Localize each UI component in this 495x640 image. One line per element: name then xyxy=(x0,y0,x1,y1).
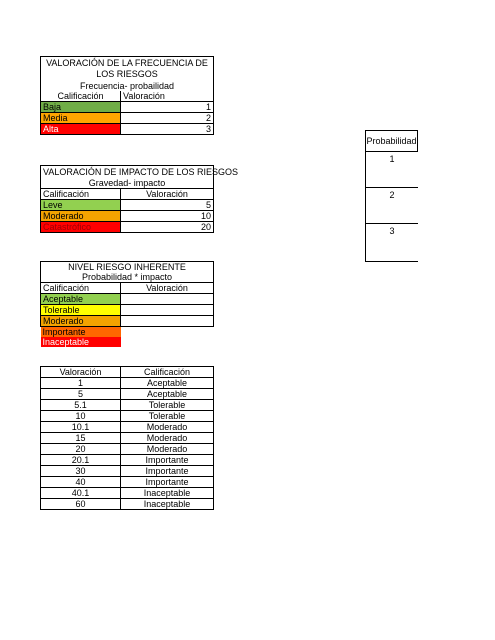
inherent-value-importante xyxy=(121,327,214,338)
scale-value: 40 xyxy=(41,477,121,488)
scale-rating: Inaceptable xyxy=(121,488,214,499)
inherent-value-inaceptable xyxy=(121,337,214,347)
scale-value: 5 xyxy=(41,389,121,400)
scale-rating: Moderado xyxy=(121,433,214,444)
scale-rating: Importante xyxy=(121,477,214,488)
inherent-label-tolerable: Tolerable xyxy=(41,305,121,316)
freq-label-alta: Alta xyxy=(41,124,121,135)
matrix-level-2: 2 xyxy=(366,188,418,224)
impact-label-catastrofico: Catastrófico xyxy=(41,222,121,233)
impact-col-valoracion: Valoración xyxy=(121,189,214,200)
scale-value: 15 xyxy=(41,433,121,444)
impact-value-leve: 5 xyxy=(121,200,214,211)
scale-value: 60 xyxy=(41,499,121,510)
inherent-label-moderado: Moderado xyxy=(41,316,121,327)
inherent-col-calificacion: Calificación xyxy=(41,283,121,294)
scale-table xyxy=(40,366,214,510)
scale-rating: Importante xyxy=(121,455,214,466)
scale-rating: Moderado xyxy=(121,444,214,455)
frequency-col-calificacion: Calificación xyxy=(41,91,121,102)
scale-col-valoracion: Valoración xyxy=(41,367,121,378)
frequency-col-valoracion: Valoración xyxy=(121,91,214,102)
scale-rating: Importante xyxy=(121,466,214,477)
scale-value: 30 xyxy=(41,466,121,477)
scale-value: 5.1 xyxy=(41,400,121,411)
scale-value: 1 xyxy=(41,378,121,389)
scale-rating: Inaceptable xyxy=(121,499,214,510)
inherent-col-valoracion: Valoración xyxy=(121,283,214,294)
scale-rating: Tolerable xyxy=(121,411,214,422)
impact-table xyxy=(40,165,239,233)
inherent-label-inaceptable: Inaceptable xyxy=(41,337,121,347)
impact-label-moderado: Moderado xyxy=(41,211,121,222)
inherent-risk-table xyxy=(40,261,214,347)
scale-value: 10 xyxy=(41,411,121,422)
freq-value-alta: 3 xyxy=(121,124,214,135)
freq-value-media: 2 xyxy=(121,113,214,124)
freq-label-baja: Baja xyxy=(41,102,121,113)
scale-value: 20 xyxy=(41,444,121,455)
scale-rating: Tolerable xyxy=(121,400,214,411)
scale-rating: Aceptable xyxy=(121,389,214,400)
frequency-table xyxy=(40,56,214,135)
impact-subtitle: Gravedad- impacto xyxy=(41,178,214,189)
impact-title: VALORACIÓN DE IMPACTO DE LOS RIESGOS xyxy=(41,166,214,179)
scale-value: 40.1 xyxy=(41,488,121,499)
inherent-label-importante: Importante xyxy=(41,327,121,338)
impact-label-leve: Leve xyxy=(41,200,121,211)
inherent-label-aceptable: Aceptable xyxy=(41,294,121,305)
freq-label-media: Media xyxy=(41,113,121,124)
matrix-level-1: 1 xyxy=(366,152,418,188)
freq-value-baja: 1 xyxy=(121,102,214,113)
scale-rating: Moderado xyxy=(121,422,214,433)
frequency-subtitle: Frecuencia- probailidad xyxy=(41,81,214,91)
impact-col-calificacion: Calificación xyxy=(41,189,121,200)
inherent-value-moderado xyxy=(121,316,214,327)
impact-value-catastrofico: 20 xyxy=(121,222,214,233)
scale-col-calificacion: Calificación xyxy=(121,367,214,378)
impact-value-moderado: 10 xyxy=(121,211,214,222)
scale-value: 10.1 xyxy=(41,422,121,433)
scale-rating: Aceptable xyxy=(121,378,214,389)
inherent-value-tolerable xyxy=(121,305,214,316)
matrix-header-probabilidad: Probabilidad xyxy=(366,130,418,152)
inherent-subtitle: Probabilidad * impacto xyxy=(41,272,214,283)
inherent-value-aceptable xyxy=(121,294,214,305)
scale-value: 20.1 xyxy=(41,455,121,466)
frequency-title: VALORACIÓN DE LA FRECUENCIA DE LOS RIESGOS xyxy=(41,57,214,82)
inherent-title: NIVEL RIESGO INHERENTE xyxy=(41,262,214,273)
probability-matrix xyxy=(365,130,418,262)
matrix-level-3: 3 xyxy=(389,226,395,236)
